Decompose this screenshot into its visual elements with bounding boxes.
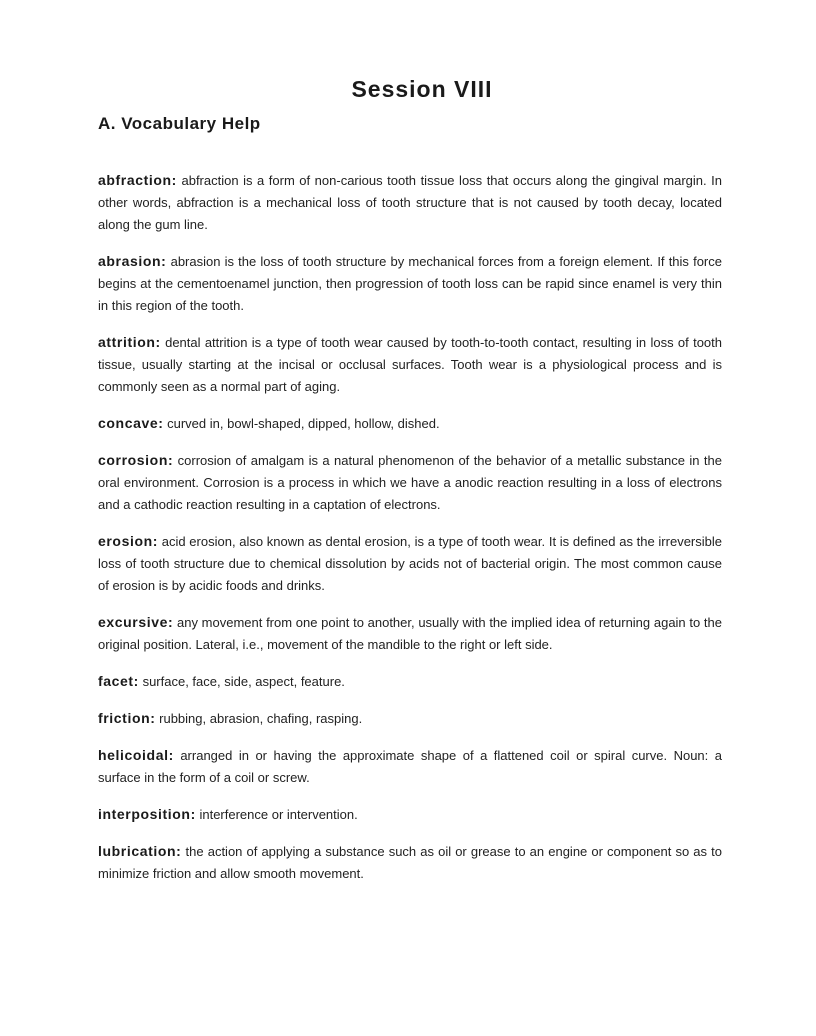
vocabulary-definition: abrasion is the loss of tooth structure by mechanical forces from a foreign element. If this force begins at the cementoenamel junction, then progression of tooth loss can be rapid since enamel is very thin in this region of the tooth.	[98, 254, 722, 313]
vocabulary-entry-friction	[98, 707, 722, 730]
vocabulary-definition: interference or intervention.	[199, 807, 358, 822]
vocabulary-term: facet:	[98, 673, 139, 689]
vocabulary-entry-abfraction	[98, 169, 722, 236]
vocabulary-entry-attrition	[98, 331, 722, 398]
vocabulary-definition: surface, face, side, aspect, feature.	[142, 674, 345, 689]
vocabulary-term: abrasion:	[98, 253, 167, 269]
vocabulary-definition: dental attrition is a type of tooth wear caused by tooth-to-tooth contact, resulting in loss of tooth tissue, usually starting at the incisal or occlusal surfaces. Tooth wear is a physiological process and is commonly seen as a normal part of aging.	[98, 335, 722, 394]
vocabulary-entry-abrasion	[98, 250, 722, 317]
vocabulary-term: helicoidal:	[98, 747, 174, 763]
vocabulary-definition: rubbing, abrasion, chafing, rasping.	[159, 711, 363, 726]
vocabulary-entry-corrosion	[98, 449, 722, 516]
vocabulary-entry-facet	[98, 670, 722, 693]
vocabulary-entry-erosion	[98, 530, 722, 597]
vocabulary-definition: acid erosion, also known as dental erosion, is a type of tooth wear. It is defined as the irreversible loss of tooth structure due to chemical dissolution by acids not of bacterial origin. The most common cause of erosion is by acidic foods and drinks.	[98, 534, 722, 593]
vocabulary-definition: any movement from one point to another, usually with the implied idea of returning again to the original position. Lateral, i.e., movement of the mandible to the right or left side.	[98, 615, 722, 652]
vocabulary-term: erosion:	[98, 533, 159, 549]
vocabulary-definition: arranged in or having the approximate shape of a flattened coil or spiral curve. Noun: a surface in the form of a coil or screw.	[98, 748, 722, 785]
vocabulary-definition: curved in, bowl-shaped, dipped, hollow, dished.	[167, 416, 440, 431]
session-title: Session VIII	[351, 76, 493, 102]
vocabulary-definition: corrosion of amalgam is a natural phenomenon of the behavior of a metallic substance in the oral environment. Corrosion is a process in which we have a anodic reaction resulting in a loss of electrons and a cathodic reaction resulting in a captation of electrons.	[98, 453, 722, 512]
vocabulary-term: corrosion:	[98, 452, 174, 468]
vocabulary-entry-concave	[98, 412, 722, 435]
vocabulary-entry-interposition	[98, 803, 722, 826]
vocabulary-entry-helicoidal	[98, 744, 722, 789]
vocabulary-term: friction:	[98, 710, 156, 726]
vocabulary-entry-lubrication	[98, 840, 722, 885]
vocabulary-term: attrition:	[98, 334, 161, 350]
vocabulary-term: interposition:	[98, 806, 196, 822]
vocabulary-definition: the action of applying a substance such as oil or grease to an engine or component so as to minimize friction and allow smooth movement.	[98, 844, 722, 881]
vocabulary-list	[98, 169, 722, 899]
vocabulary-term: lubrication:	[98, 843, 182, 859]
section-heading: A. Vocabulary Help	[98, 114, 261, 133]
vocabulary-term: excursive:	[98, 614, 174, 630]
vocabulary-entry-excursive	[98, 611, 722, 656]
vocabulary-term: concave:	[98, 415, 164, 431]
vocabulary-term: abfraction:	[98, 172, 177, 188]
vocabulary-definition: abfraction is a form of non-carious tooth tissue loss that occurs along the gingival margin. In other words, abfraction is a mechanical loss of tooth structure that is not caused by tooth decay, located along the gum line.	[98, 173, 722, 232]
